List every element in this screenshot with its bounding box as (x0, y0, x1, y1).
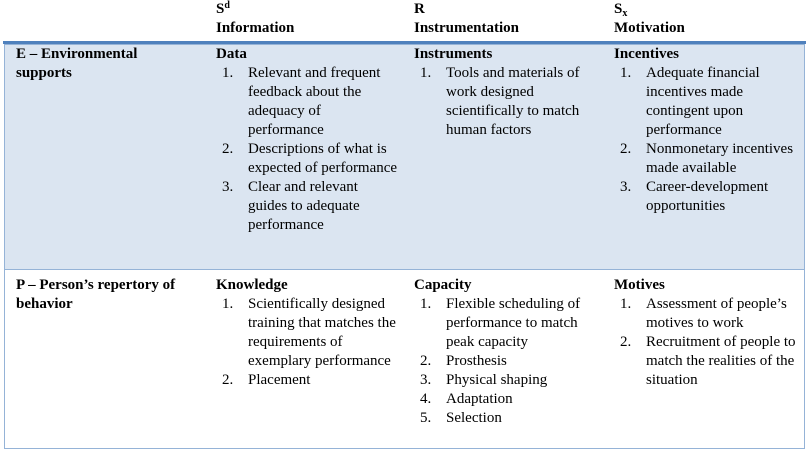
list-item: 1. Relevant and frequent feedback about the adequacy of performance (222, 65, 381, 138)
column-header-instrumentation (414, 0, 604, 42)
cell-capacity (414, 276, 602, 428)
list-item: 3. Physical shaping (420, 372, 548, 388)
list-item: 5. Selection (420, 410, 502, 426)
column-symbol: $S_x$ (614, 1, 628, 19)
cell-knowledge (216, 276, 400, 390)
item-list (414, 64, 602, 140)
cell-heading: Instruments (414, 46, 493, 62)
row-divider (4, 269, 805, 270)
cell-heading: Knowledge (216, 277, 288, 293)
list-item: 1. Adequate financial incentives made contingent upon performance (620, 65, 760, 138)
column-title: Motivation (614, 20, 685, 36)
list-item: 2. Nonmonetary incentives made available (620, 141, 794, 176)
list-item: 1. Tools and materials of work designed scientifically to match human factors (420, 65, 580, 138)
list-item: 1. Assessment of people’s motives to work (620, 296, 787, 331)
column-header-motivation (614, 0, 804, 42)
cell-data (216, 45, 400, 235)
list-item: 3. Career-development opportunities (620, 179, 769, 214)
row-label-environmental-supports: E – Environmental supports (16, 46, 138, 81)
list-item: 2. Descriptions of what is expected of performance (222, 141, 398, 176)
cell-motives (614, 276, 800, 390)
item-list (414, 295, 602, 428)
item-list (216, 64, 400, 235)
list-item: 3. Clear and relevant guides to adequate performance (222, 179, 360, 233)
cell-heading: Incentives (614, 46, 679, 62)
column-symbol: $S^d$ (216, 0, 230, 17)
column-title: Instrumentation (414, 20, 520, 36)
cell-heading: Motives (614, 277, 665, 293)
list-item: 2. Recruitment of people to match the realities of the situation (620, 334, 796, 388)
list-item: 2. Prosthesis (420, 353, 507, 369)
cell-heading: Capacity (414, 277, 472, 293)
column-title: Information (216, 20, 295, 36)
column-symbol: R (414, 1, 425, 17)
cell-incentives (614, 45, 794, 216)
cell-heading: Data (216, 46, 247, 62)
item-list (216, 295, 400, 390)
list-item: 4. Adaptation (420, 391, 513, 407)
list-item: 1. Flexible scheduling of performance to match peak capacity (420, 296, 581, 350)
item-list (614, 64, 794, 216)
item-list (614, 295, 800, 390)
list-item: 1. Scientifically designed training that matches the requirements of exemplary performance (222, 296, 396, 369)
column-header-information (216, 0, 406, 42)
cell-instruments (414, 45, 602, 140)
row-label-persons-repertory: P – Person’s repertory of behavior (16, 277, 176, 312)
list-item: 2. Placement (222, 372, 311, 388)
